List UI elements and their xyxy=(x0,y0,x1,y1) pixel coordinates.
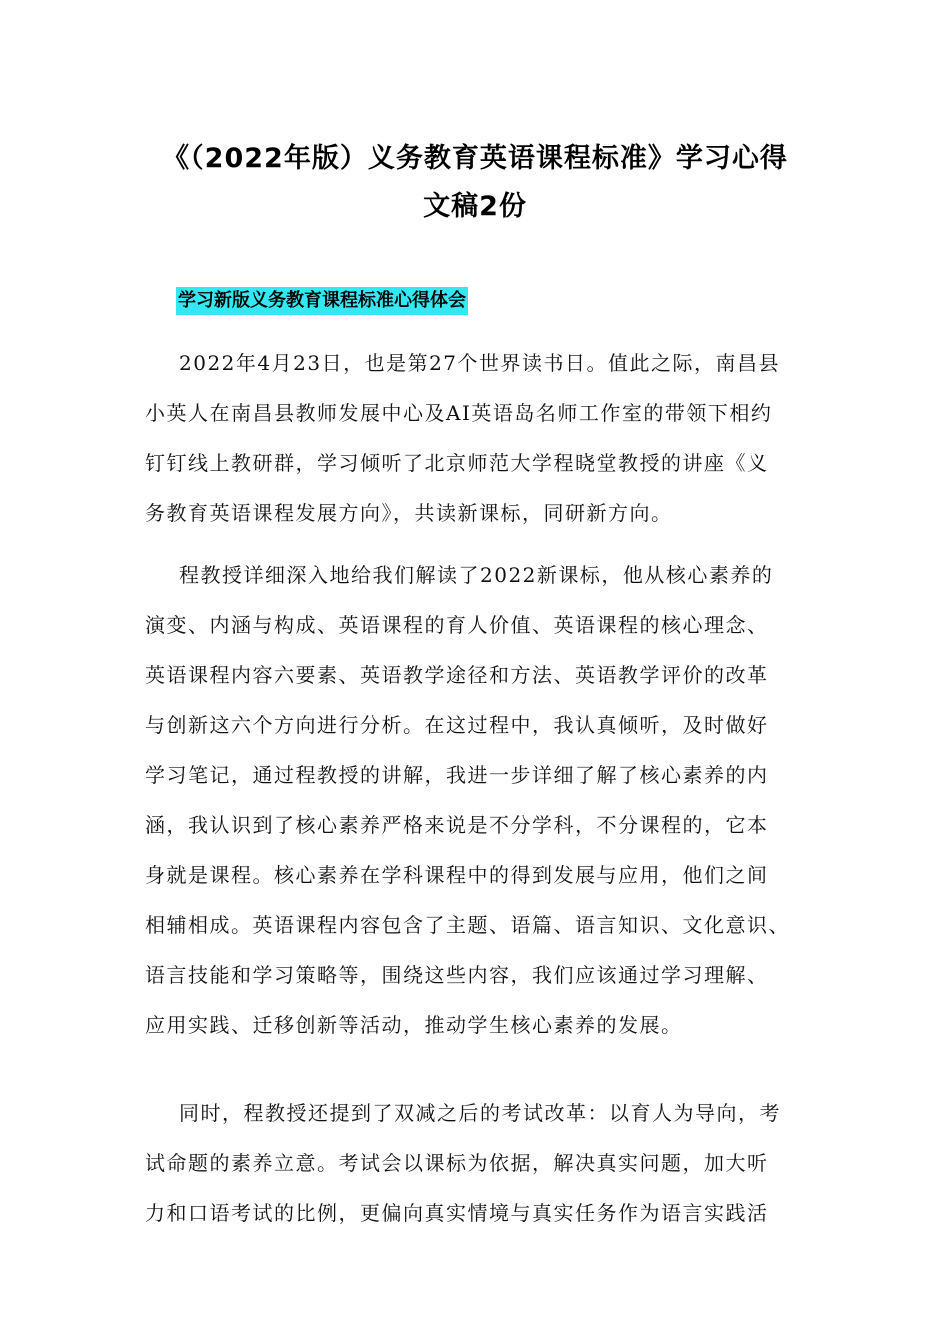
paragraph-line: 2022年4月23日，也是第27个世界读书日。值此之际，南昌县 xyxy=(179,351,781,375)
paragraph-line: 演变、内涵与构成、英语课程的育人价值、英语课程的核心理念、 xyxy=(145,613,769,637)
paragraph-line: 英语课程内容六要素、英语教学途径和方法、英语教学评价的改革 xyxy=(145,663,769,687)
section-heading: 学习新版义务教育课程标准心得体会 xyxy=(176,287,468,315)
paragraph-3 xyxy=(145,1088,825,1238)
paragraph-line: 小英人在南昌县教师发展中心及AI英语岛名师工作室的带领下相约 xyxy=(145,401,773,425)
paragraph-line: 身就是课程。核心素养在学科课程中的得到发展与应用，他们之间 xyxy=(145,863,769,887)
paragraph-line: 涵，我认识到了核心素养严格来说是不分学科，不分课程的，它本 xyxy=(145,813,769,837)
paragraph-line: 同时，程教授还提到了双减之后的考试改革：以育人为导向，考 xyxy=(179,1101,781,1125)
paragraph-line: 程教授详细深入地给我们解读了2022新课标，他从核心素养的 xyxy=(179,563,774,587)
paragraph-line: 力和口语考试的比例，更偏向真实情境与真实任务作为语言实践活 xyxy=(145,1201,769,1225)
document-title-line-2: 文稿2份 xyxy=(423,191,527,222)
paragraph-line: 相辅相成。英语课程内容包含了主题、语篇、语言知识、文化意识、 xyxy=(145,913,790,937)
paragraph-line: 应用实践、迁移创新等活动，推动学生核心素养的发展。 xyxy=(145,1013,683,1037)
paragraph-2 xyxy=(145,550,825,1050)
paragraph-line: 务教育英语课程发展方向》，共读新课标，同研新方向。 xyxy=(145,501,673,525)
paragraph-line: 与创新这六个方向进行分析。在这过程中，我认真倾听，及时做好 xyxy=(145,713,769,737)
paragraph-line: 学习笔记，通过程教授的讲解，我进一步详细了解了核心素养的内 xyxy=(145,763,769,787)
paragraph-line: 试命题的素养立意。考试会以课标为依据，解决真实问题，加大听 xyxy=(145,1151,769,1175)
paragraph-1 xyxy=(145,338,825,538)
paragraph-line: 钉钉线上教研群，学习倾听了北京师范大学程晓堂教授的讲座《义 xyxy=(145,451,769,475)
paragraph-line: 语言技能和学习策略等，围绕这些内容，我们应该通过学习理解、 xyxy=(145,963,769,987)
document-title-line-1: 《（2022年版）义务教育英语课程标准》学习心得 xyxy=(162,143,788,174)
